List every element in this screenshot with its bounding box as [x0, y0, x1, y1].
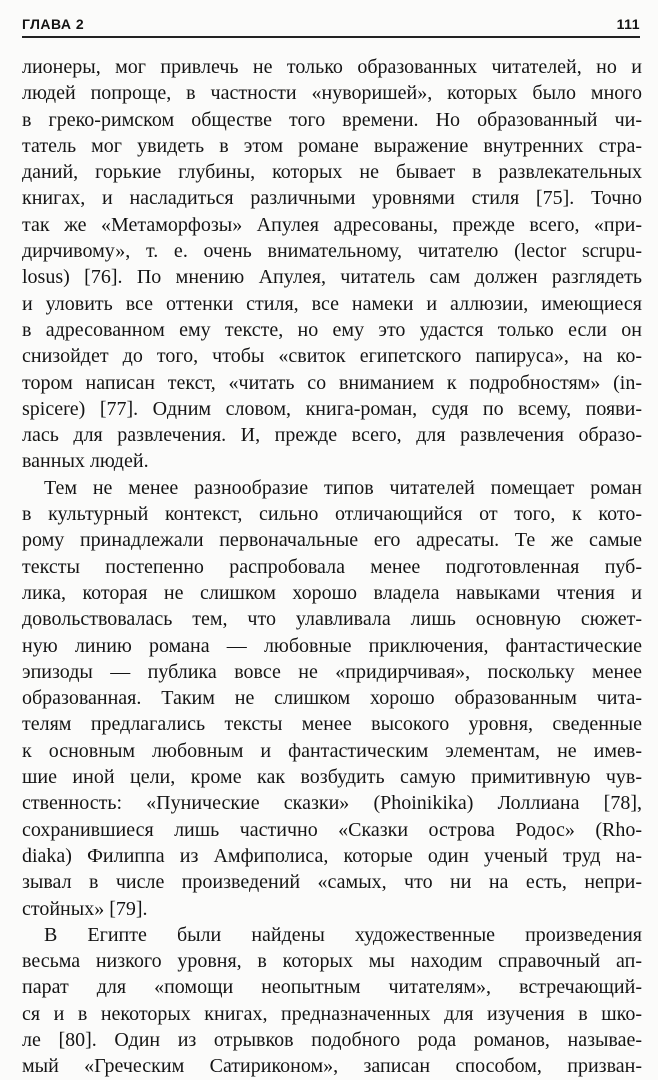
text-line: в греко-римском обществе того времени. Но образованный чи- [22, 108, 642, 131]
text-line: шие иной цели, кроме как возбудить самую примитивную чув- [22, 766, 642, 789]
text-line: в адресованном ему тексте, но ему это удастся только если он [22, 318, 642, 341]
body-text [22, 54, 642, 1080]
text-line: ственность: «Пунические сказки» (Phoinikika) Лоллиана [78], [22, 792, 642, 815]
text-line: сохранившиеся лишь частично «Сказки острова Родос» (Rho- [22, 818, 642, 841]
text-line: стойных» [79]. [22, 897, 148, 920]
text-line: телям предлагались тексты менее высокого уровня, сведенные [22, 713, 642, 736]
text-line: мый «Греческим Сатириконом», записан способом, призван- [22, 1055, 642, 1078]
running-header [22, 14, 640, 38]
text-line: ся и в некоторых книгах, предназначенных для изучения в шко- [22, 1002, 642, 1025]
text-line: зывал в числе произведений «самых, что ни на есть, непри- [22, 871, 642, 894]
text-line: довольствовалась тем, что улавливала лишь основную сюжет- [22, 608, 642, 631]
text-line: лась для развлечения. И, прежде всего, для развлечения образо- [22, 424, 642, 447]
page-number: 111 [616, 16, 640, 32]
text-line: книгах, и насладиться различными уровнями стиля [75]. Точно [22, 187, 642, 210]
text-line: spicere) [77]. Одним словом, книга-роман, судя по всему, появи- [22, 397, 642, 420]
text-line: в культурный контекст, сильно отличающийся от того, к кото- [22, 503, 642, 526]
paragraph [22, 922, 642, 1080]
text-line: парат для «помощи неопытным читателям», встречающий- [22, 976, 642, 999]
text-line: снизойдет до того, чтобы «свиток египетского папируса», на ко- [22, 345, 642, 368]
text-line: ванных людей. [22, 450, 149, 473]
text-line: и уловить все оттенки стиля, все намеки и аллюзии, имеющиеся [22, 292, 642, 315]
text-line: к основным любовным и фантастическим элементам, не имев- [22, 739, 642, 762]
text-line: Тем не менее разнообразие типов читателей помещает роман [44, 476, 642, 499]
text-line: losus) [76]. По мнению Апулея, читатель сам должен разглядеть [22, 266, 642, 289]
text-line: эпизоды — публика вовсе не «придирчивая», поскольку менее [22, 660, 642, 683]
text-line: ную линию романа — любовные приключения, фантастические [22, 634, 642, 657]
text-line: людей попроще, в частности «нуворишей», которых было много [22, 82, 642, 105]
text-line: дирчивому», т. е. очень внимательному, читателю (lector scrupu- [22, 240, 642, 263]
text-line: ле [80]. Один из отрывков подобного рода романов, называе- [22, 1028, 642, 1051]
text-line: даний, горькие глубины, которых не бывает в развлекательных [22, 161, 642, 184]
text-line: рому принадлежали первоначальные его адресаты. Те же самые [22, 529, 642, 552]
paragraph [22, 54, 642, 475]
text-line: В Египте были найдены художественные произведения [44, 923, 642, 946]
text-line: так же «Метаморфозы» Апулея адресованы, прежде всего, «при- [22, 213, 642, 236]
text-line: лионеры, мог привлечь не только образованных читателей, но и [22, 56, 642, 78]
text-line: тексты постепенно распробовала менее подготовленная пуб- [22, 555, 642, 578]
text-line: весьма низкого уровня, в которых мы находим справочный ап- [22, 950, 642, 973]
text-line: татель мог увидеть в этом романе выражение внутренних стра- [22, 134, 642, 157]
text-line: лика, которая не слишком хорошо владела навыками чтения и [22, 581, 642, 604]
text-line: образованная. Таким не слишком хорошо образованным чита- [22, 687, 642, 710]
text-line: тором написан текст, «читать со вниманием к подробностям» (in- [22, 371, 642, 394]
paragraph [22, 475, 642, 922]
chapter-title: ГЛАВА 2 [22, 16, 85, 32]
text-line: diaka) Филиппа из Амфиполиса, которые один ученый труд на- [22, 844, 642, 867]
